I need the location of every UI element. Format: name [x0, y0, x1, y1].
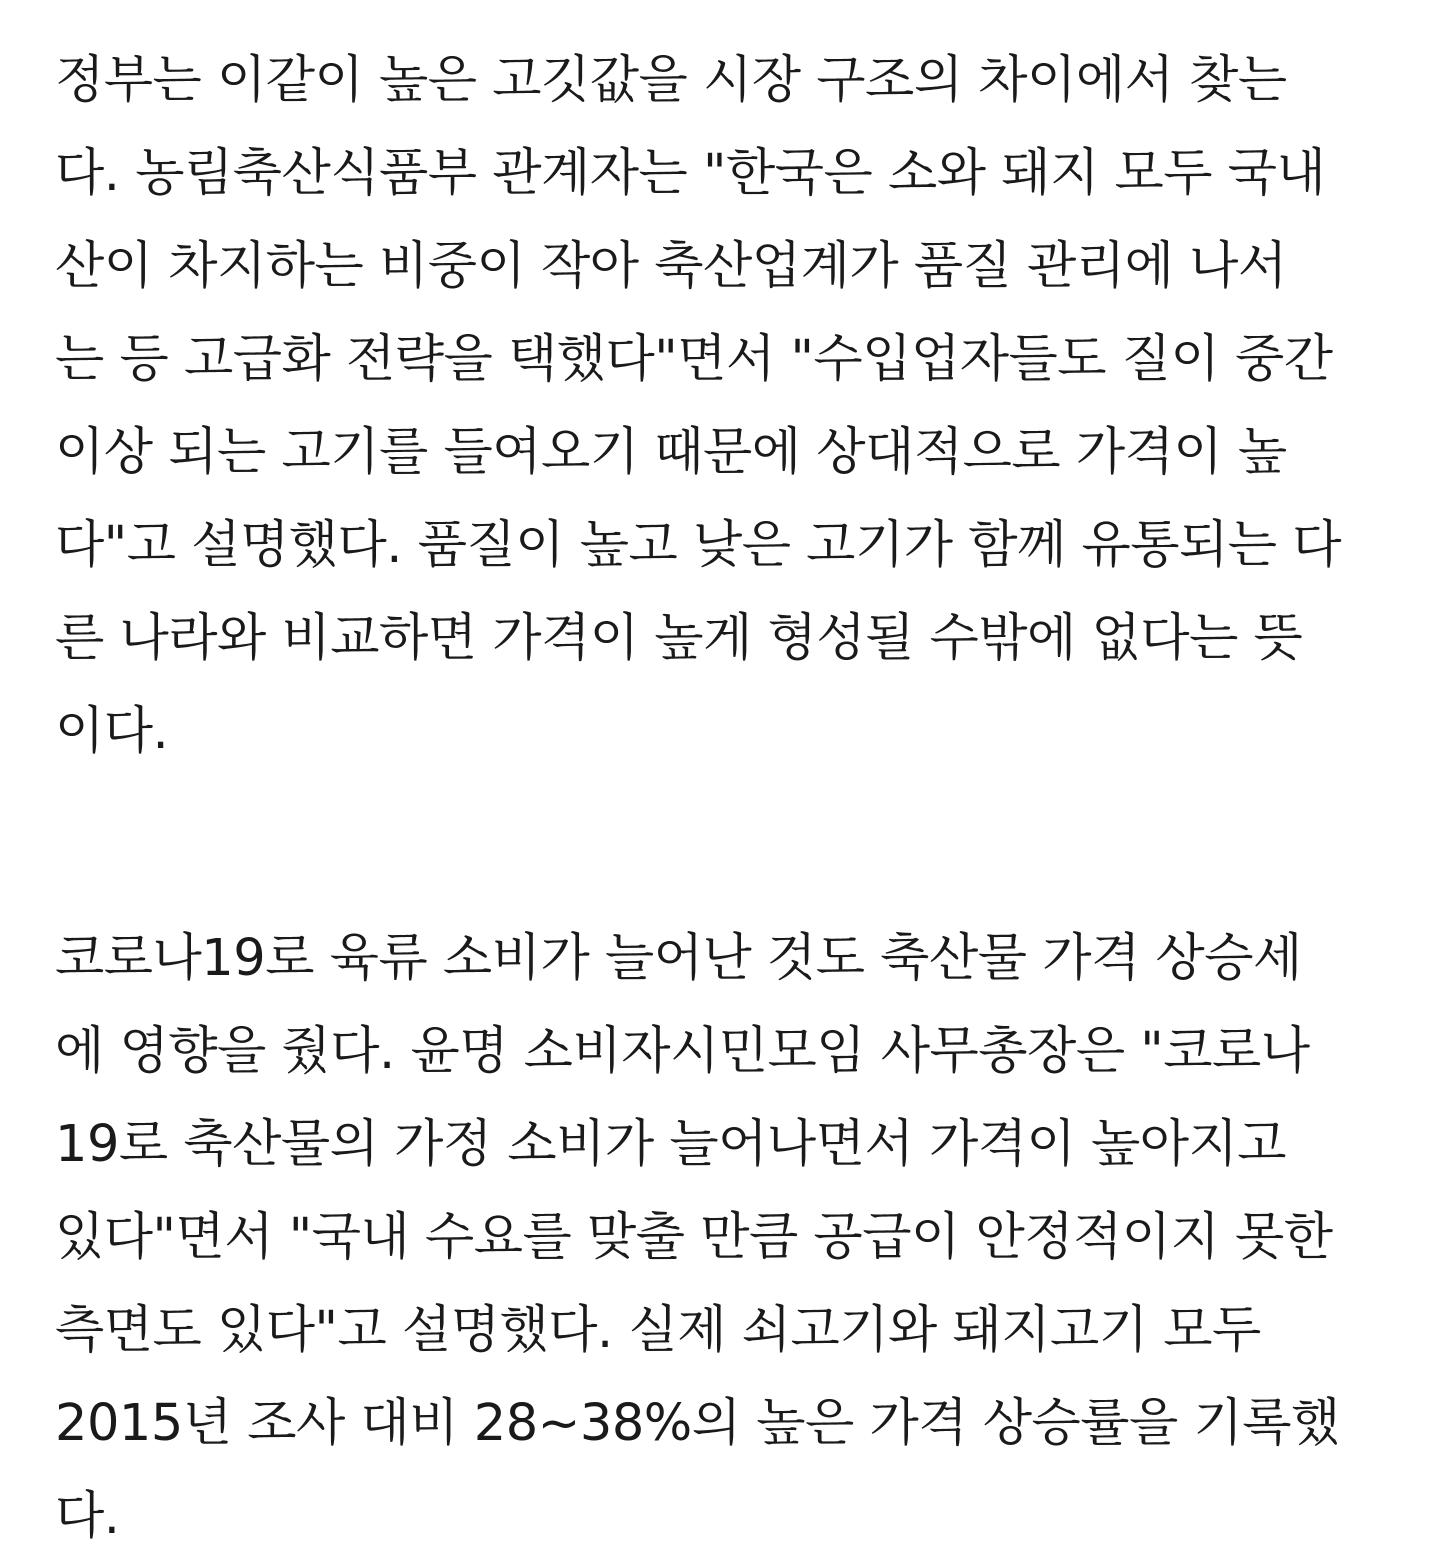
- text-line: 있다"면서 "국내 수요를 맞출 만큼 공급이 안정적이지 못한: [55, 1208, 1333, 1267]
- text-line: 다"고 설명했다. 품질이 높고 낮은 고기가 함께 유통되는 다: [55, 516, 1341, 575]
- text-line: 다. 농림축산식품부 관계자는 "한국은 소와 돼지 모두 국내: [55, 144, 1326, 203]
- paragraph-1: [55, 34, 1395, 778]
- article-body: [55, 34, 1395, 1563]
- text-line: 이다.: [55, 702, 169, 761]
- text-line: 정부는 이같이 높은 고깃값을 시장 구조의 차이에서 찾는: [55, 51, 1287, 110]
- text-line: 에 영향을 줬다. 윤명 소비자시민모임 사무총장은 "코로나: [55, 1022, 1310, 1081]
- text-line: 다.: [55, 1487, 120, 1546]
- paragraph-2: [55, 912, 1395, 1563]
- text-line: 른 나라와 비교하면 가격이 높게 형성될 수밖에 없다는 뜻: [55, 609, 1303, 668]
- text-line: 이상 되는 고기를 들여오기 때문에 상대적으로 가격이 높: [55, 423, 1287, 482]
- text-line: 측면도 있다"고 설명했다. 실제 쇠고기와 돼지고기 모두: [55, 1301, 1261, 1360]
- text-line: 는 등 고급화 전략을 택했다"면서 "수입업자들도 질이 중간: [55, 330, 1333, 389]
- text-line: 산이 차지하는 비중이 작아 축산업계가 품질 관리에 나서: [55, 237, 1287, 296]
- paragraph-spacer: [55, 778, 1395, 912]
- text-line: 19로 축산물의 가정 소비가 늘어나면서 가격이 높아지고: [55, 1115, 1287, 1174]
- text-line: 코로나19로 육류 소비가 늘어난 것도 축산물 가격 상승세: [55, 929, 1302, 988]
- text-line: 2015년 조사 대비 28~38%의 높은 가격 상승률을 기록했: [55, 1394, 1340, 1453]
